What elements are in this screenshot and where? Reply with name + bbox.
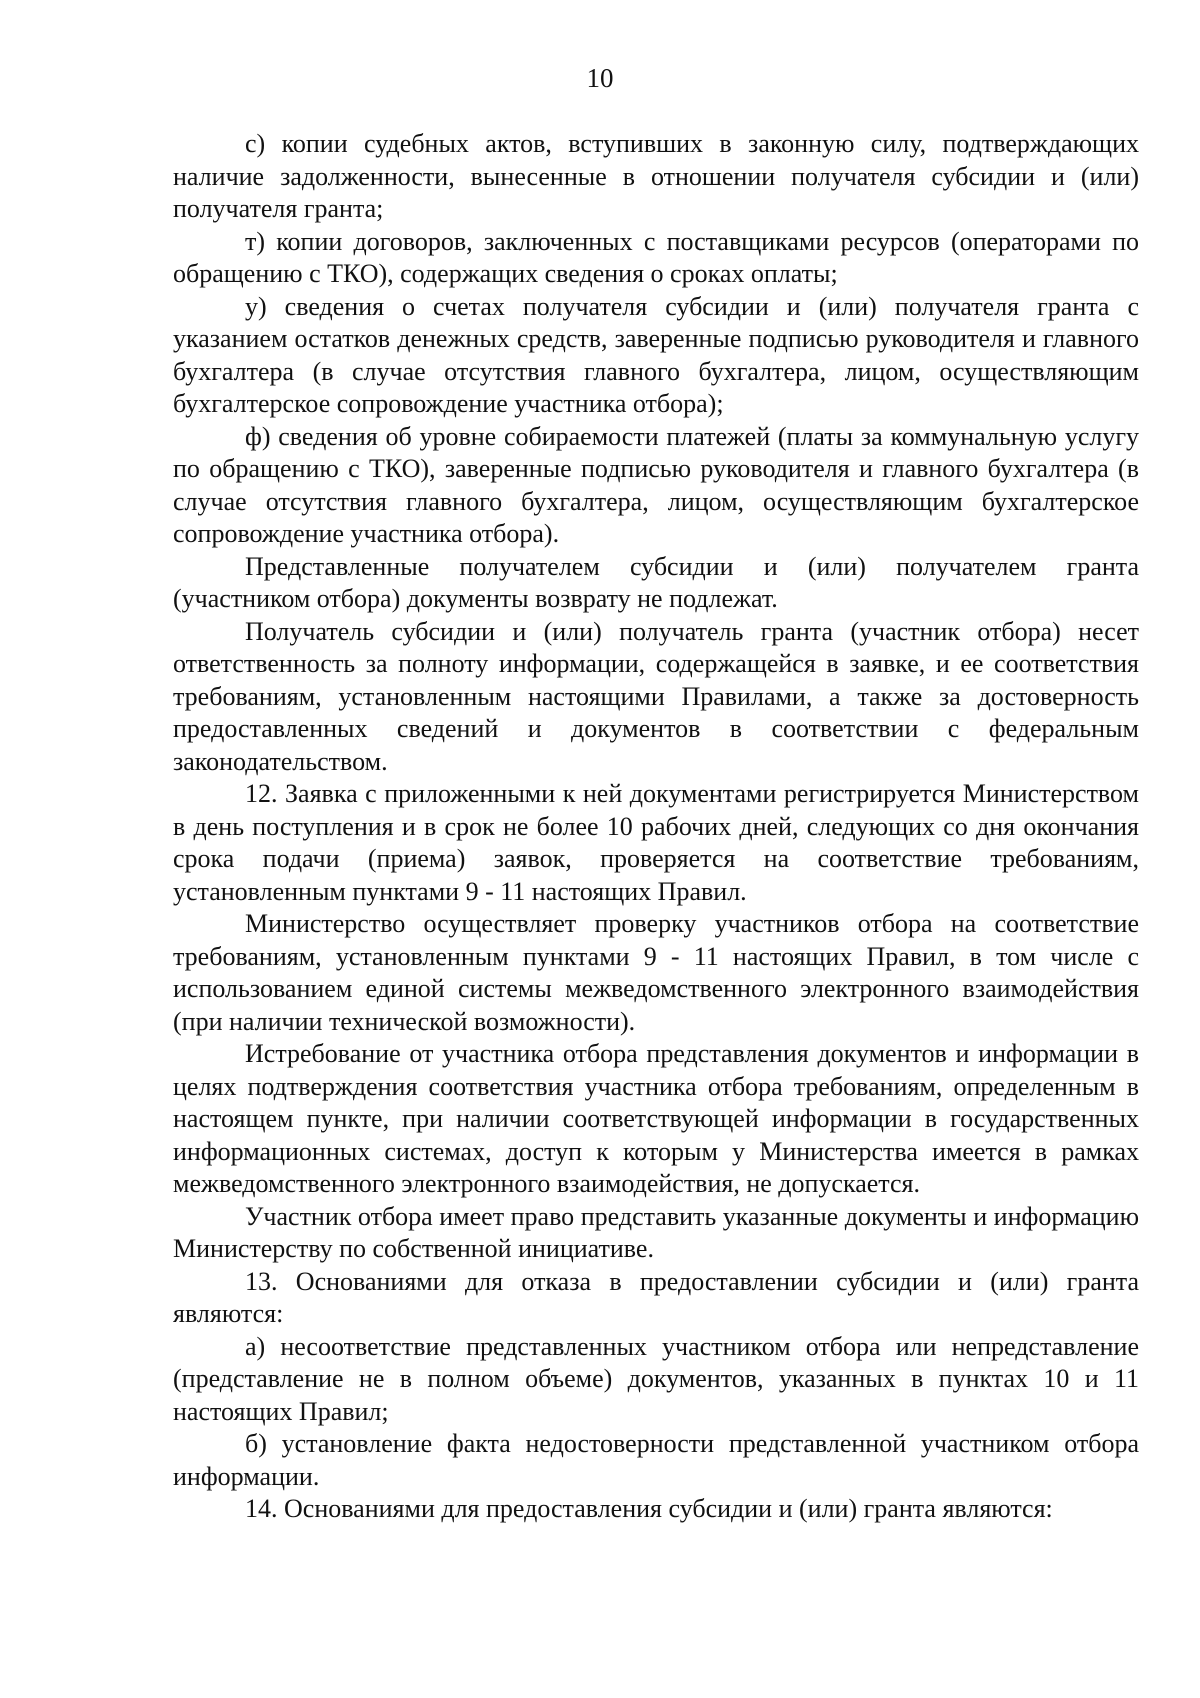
paragraph-a-nonconformity: а) несоответствие представленных участником отбора или непредставление (представление не в полном объеме) документов, указанных в пунктах 10 и 11 настоящих Правил;: [173, 1331, 1139, 1426]
paragraph-recipient-responsibility: Получатель субсидии и (или) получатель гранта (участник отбора) несет ответственность за полноту информации, содержащейся в заявке, и ее соответствия требованиям, установленным настоящими Правилами, а также за достоверность предоставленных сведений и документов в соответствии с федеральным законодательством.: [173, 616, 1139, 776]
paragraph-own-initiative: Участник отбора имеет право представить указанные документы и информацию Министерству по собственной инициативе.: [173, 1201, 1139, 1263]
paragraph-s-court-acts: с) копии судебных актов, вступивших в законную силу, подтверждающих наличие задолженности, вынесенные в отношении получателя субсидии и (или) получателя гранта;: [173, 129, 1139, 223]
paragraph-14-grant-grounds: 14. Основаниями для предоставления субсидии и (или) гранта являются:: [245, 1494, 1053, 1523]
paragraph-u-account-info: у) сведения о счетах получателя субсидии и (или) получателя гранта с указанием остатков денежных средств, заверенные подписью руководителя и главного бухгалтера (в случае отсутствия главного бухгалтера, лицом, осуществляющим бухгалтерское сопровождение участника отбора);: [173, 291, 1139, 418]
paragraph-b-unreliability: б) установление факта недостоверности представленной участником отбора информации.: [173, 1429, 1139, 1491]
paragraph-13-refusal-grounds: 13. Основаниями для отказа в предоставлении субсидии и (или) гранта являются:: [173, 1266, 1139, 1328]
page-number: 10: [586, 63, 614, 93]
paragraph-documents-not-returned: Представленные получателем субсидии и (или) получателем гранта (участником отбора) документы возврату не подлежат.: [173, 551, 1139, 613]
paragraph-request-prohibition: Истребование от участника отбора представления документов и информации в целях подтверждения соответствия участника отбора требованиям, определенным в настоящем пункте, при наличии соответствующей информации в государственных информационных системах, доступ к которым у Министерства имеется в рамках межведомственного электронного взаимодействия, не допускается.: [173, 1039, 1139, 1198]
paragraph-ministry-verification: Министерство осуществляет проверку участников отбора на соответствие требованиям, установленным пунктами 9 - 11 настоящих Правил, в том числе с использованием единой системы межведомственного электронного взаимодействия (при наличии технической возможности).: [173, 909, 1139, 1036]
document-body: [173, 128, 1139, 1526]
paragraph-12-registration: 12. Заявка с приложенными к ней документами регистрируется Министерством в день поступления и в срок не более 10 рабочих дней, следующих со дня окончания срока подачи (приема) заявок, проверяется на соответствие требованиям, установленным пунктами 9 - 11 настоящих Правил.: [173, 779, 1139, 906]
paragraph-t-supplier-contracts: т) копии договоров, заключенных с поставщиками ресурсов (операторами по обращению с ТКО), содержащих сведения о сроках оплаты;: [173, 226, 1139, 288]
paragraph-f-payment-collection: ф) сведения об уровне собираемости платежей (платы за коммунальную услугу по обращению с ТКО), заверенные подписью руководителя и главного бухгалтера (в случае отсутствия главного бухгалтера, лицом, осуществляющим бухгалтерское сопровождение участника отбора).: [173, 421, 1139, 548]
